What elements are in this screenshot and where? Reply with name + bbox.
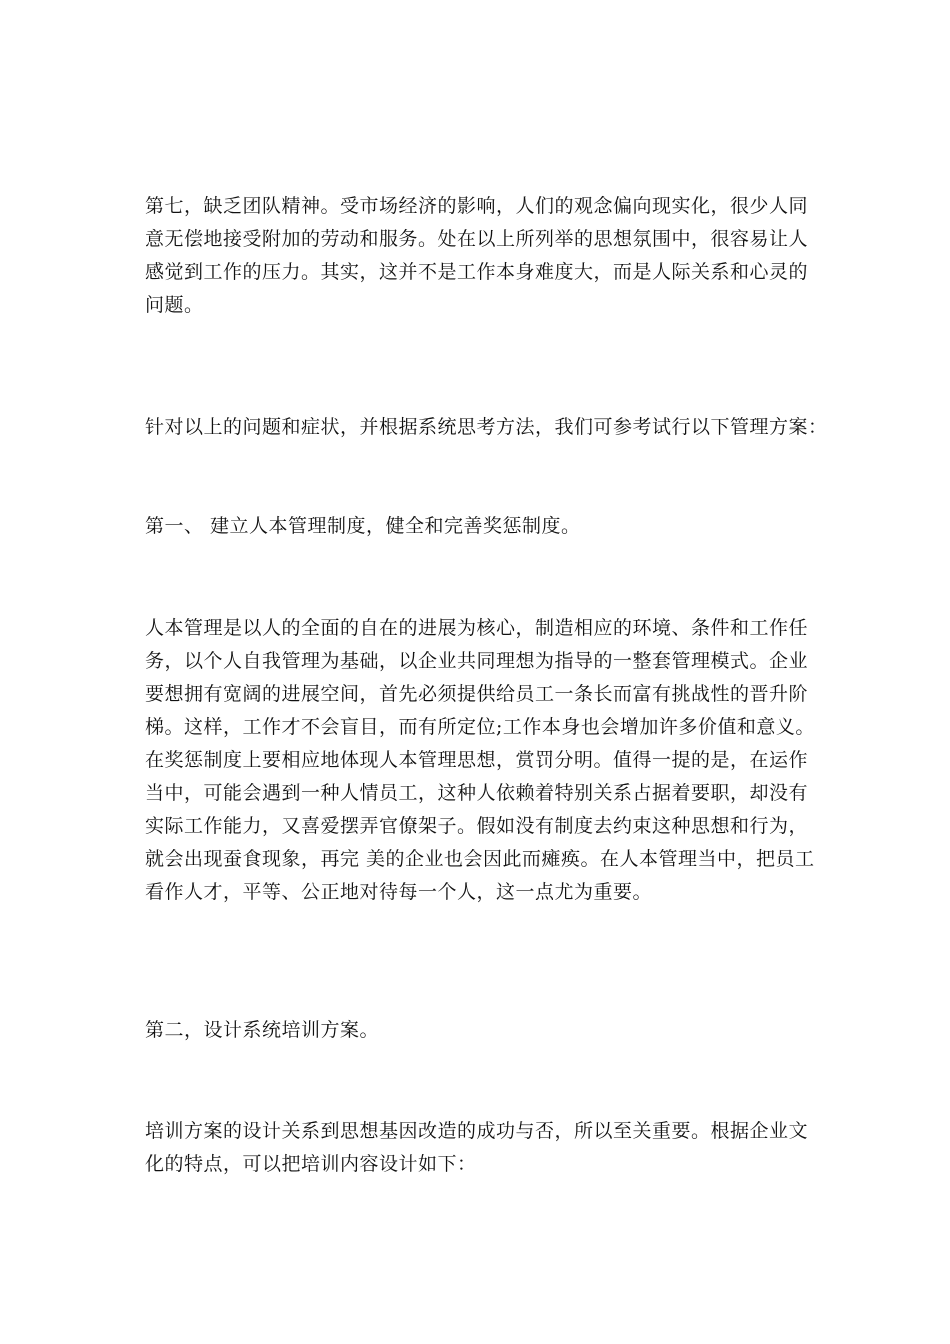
paragraph-training-plan bbox=[145, 1115, 813, 1181]
text-line: 第一、 建立人本管理制度，健全和完善奖惩制度。 bbox=[145, 515, 581, 537]
text-line: 梯。这样，工作才不会盲目，而有所定位;工作本身也会增加许多价值和意义。 bbox=[145, 716, 815, 738]
text-line: 感觉到工作的压力。其实，这并不是工作本身难度大，而是人际关系和心灵的 bbox=[145, 261, 809, 283]
text-line: 人本管理是以人的全面的自在的进展为核心，制造相应的环境、条件和工作任 bbox=[145, 617, 809, 639]
text-line: 意无偿地接受附加的劳动和服务。处在以上所列举的思想氛围中，很容易让人 bbox=[145, 228, 809, 250]
text-line: 看作人才，平等、公正地对待每一个人，这一点尤为重要。 bbox=[145, 881, 653, 903]
text-line: 培训方案的设计关系到思想基因改造的成功与否，所以至关重要。根据企业文 bbox=[145, 1120, 809, 1142]
text-line: 问题。 bbox=[145, 294, 204, 316]
paragraph-lack-of-team-spirit bbox=[145, 190, 813, 322]
text-line: 化的特点，可以把培训内容设计如下： bbox=[145, 1153, 477, 1175]
text-line: 实际工作能力，又喜爱摆弄官僚架子。假如没有制度去约束这种思想和行为， bbox=[145, 815, 809, 837]
text-line: 第七，缺乏团队精神。受市场经济的影响，人们的观念偏向现实化，很少人同 bbox=[145, 195, 809, 217]
text-line: 针对以上的问题和症状，并根据系统思考方法，我们可参考试行以下管理方案： bbox=[145, 416, 828, 438]
paragraph-humanistic-management bbox=[145, 612, 813, 909]
text-line: 第二，设计系统培训方案。 bbox=[145, 1019, 380, 1041]
text-line: 当中，可能会遇到一种人情员工，这种人依赖着特别关系占据着要职，却没有 bbox=[145, 782, 809, 804]
text-line: 要想拥有宽阔的进展空间，首先必须提供给员工一条长而富有挑战性的晋升阶 bbox=[145, 683, 809, 705]
text-line: 就会出现蚕食现象，再完 美的企业也会因此而瘫痪。在人本管理当中，把员工 bbox=[145, 848, 815, 870]
text-line: 务，以个人自我管理为基础，以企业共同理想为指导的一整套管理模式。企业 bbox=[145, 650, 809, 672]
heading-first-measure bbox=[145, 510, 813, 543]
text-line: 在奖惩制度上要相应地体现人本管理思想，赏罚分明。值得一提的是，在运作 bbox=[145, 749, 809, 771]
paragraph-management-plan-intro bbox=[145, 411, 828, 444]
heading-second-measure bbox=[145, 1014, 813, 1047]
